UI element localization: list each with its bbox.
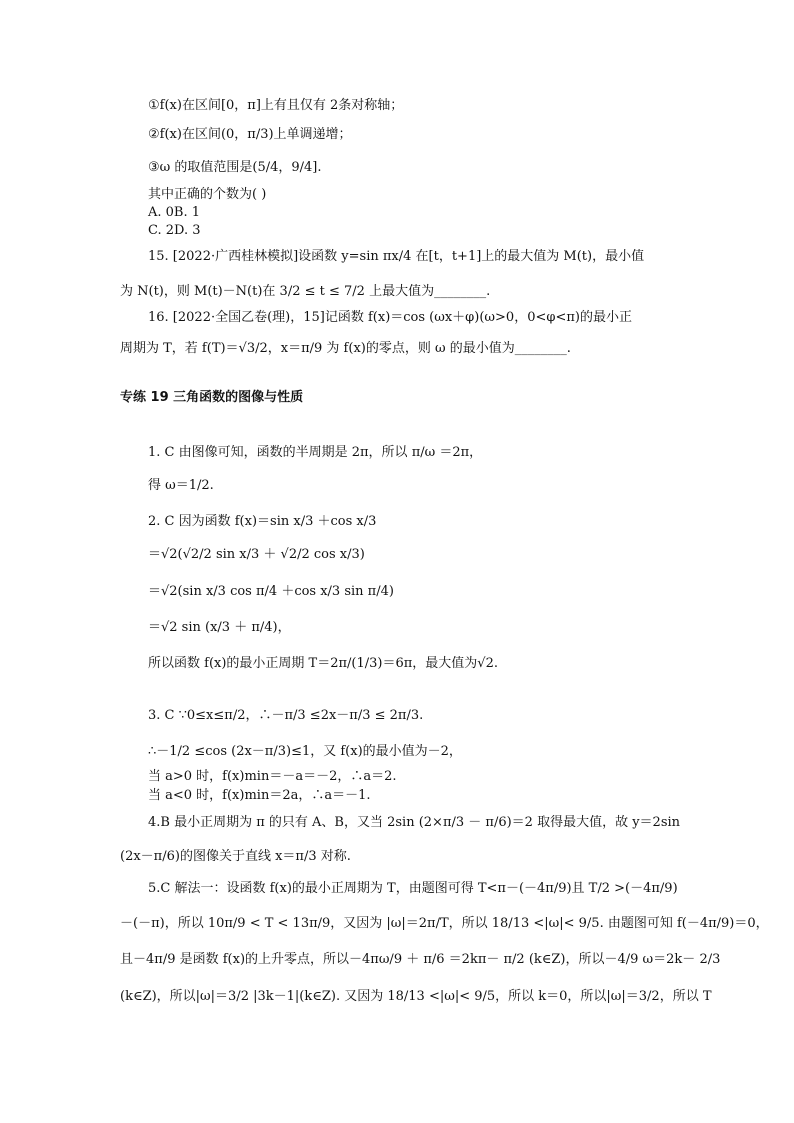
line-4: A. 0B. 1 <box>148 205 201 220</box>
line-22: 4.B 最小正周期为 π 的只有 A、B，又当 2sin (2×π/3 － π/6)＝2 取得最大值，故 y＝2sin <box>148 815 681 830</box>
line-21: 当 a<0 时，f(x)min＝2a，∴a＝－1. <box>148 788 371 803</box>
line-26: 且－4π/9 是函数 f(x)的上升零点，所以－4πω/9 ＋ π/6 ＝2kπ－ π/2 (k∈Z)，所以－4/9 ω＝2k－ 2/3 <box>120 952 721 967</box>
line-18: 3. C ∵0≤x≤π/2，∴－π/3 ≤2x－π/3 ≤ 2π/3. <box>148 708 424 723</box>
line-27: (k∈Z)，所以|ω|＝3/2 |3k－1|(k∈Z). 又因为 18/13 <|ω|< 9/5，所以 k＝0，所以|ω|＝3/2，所以 T <box>120 989 712 1004</box>
line-2: ③ω 的取值范围是(5/4，9/4]. <box>148 160 322 175</box>
line-24: 5.C 解法一：设函数 f(x)的最小正周期为 T，由题图可得 T<π－(－4π/9)且 T/2 >(－4π/9) <box>148 881 678 896</box>
line-17: 所以函数 f(x)的最小正周期 T＝2π/(1/3)＝6π，最大值为√2. <box>148 656 498 671</box>
line-25: －(－π)，所以 10π/9 < T < 13π/9，又因为 |ω|＝2π/T，所以 18/13 <|ω|< 9/5. 由题图可知 f(－4π/9)＝0， <box>120 916 769 931</box>
line-11: 1. C 由图像可知，函数的半周期是 2π，所以 π/ω ＝2π， <box>148 445 483 460</box>
line-23: (2x－π/6)的图像关于直线 x＝π/3 对称. <box>120 849 351 864</box>
line-12: 得 ω＝1/2. <box>148 478 214 493</box>
line-13: 2. C 因为函数 f(x)＝sin x/3 ＋cos x/3 <box>148 514 377 529</box>
line-7: 为 N(t)，则 M(t)－N(t)在 3/2 ≤ t ≤ 7/2 上最大值为________. <box>120 284 491 299</box>
line-3: 其中正确的个数为( ) <box>148 187 267 202</box>
line-6: 15. [2022·广西桂林模拟]设函数 y=sin πx/4 在[t，t+1]上的最大值为 M(t)，最小值 <box>148 249 645 264</box>
line-5: C. 2D. 3 <box>148 223 201 238</box>
line-1: ②f(x)在区间(0，π/3)上单调递增； <box>148 127 352 142</box>
line-8: 16. [2022·全国乙卷(理)，15]记函数 f(x)＝cos (ωx＋φ)(ω>0，0<φ<π)的最小正 <box>148 310 632 325</box>
line-20: 当 a>0 时，f(x)min＝－a＝－2，∴a＝2. <box>148 769 397 784</box>
line-14: ＝√2(√2/2 sin x/3 ＋ √2/2 cos x/3) <box>148 547 365 562</box>
section-heading: 专练 19 三角函数的图像与性质 <box>120 390 304 405</box>
line-19: ∴－1/2 ≤cos (2x－π/3)≤1，又 f(x)的最小值为－2， <box>148 744 462 759</box>
line-0: ①f(x)在区间[0，π]上有且仅有 2条对称轴； <box>148 98 404 113</box>
line-16: ＝√2 sin (x/3 ＋ π/4)， <box>148 620 291 635</box>
line-9: 周期为 T，若 f(T)＝√3/2，x＝π/9 为 f(x)的零点，则 ω 的最小值为________. <box>120 341 571 356</box>
line-15: ＝√2(sin x/3 cos π/4 ＋cos x/3 sin π/4) <box>148 584 394 599</box>
